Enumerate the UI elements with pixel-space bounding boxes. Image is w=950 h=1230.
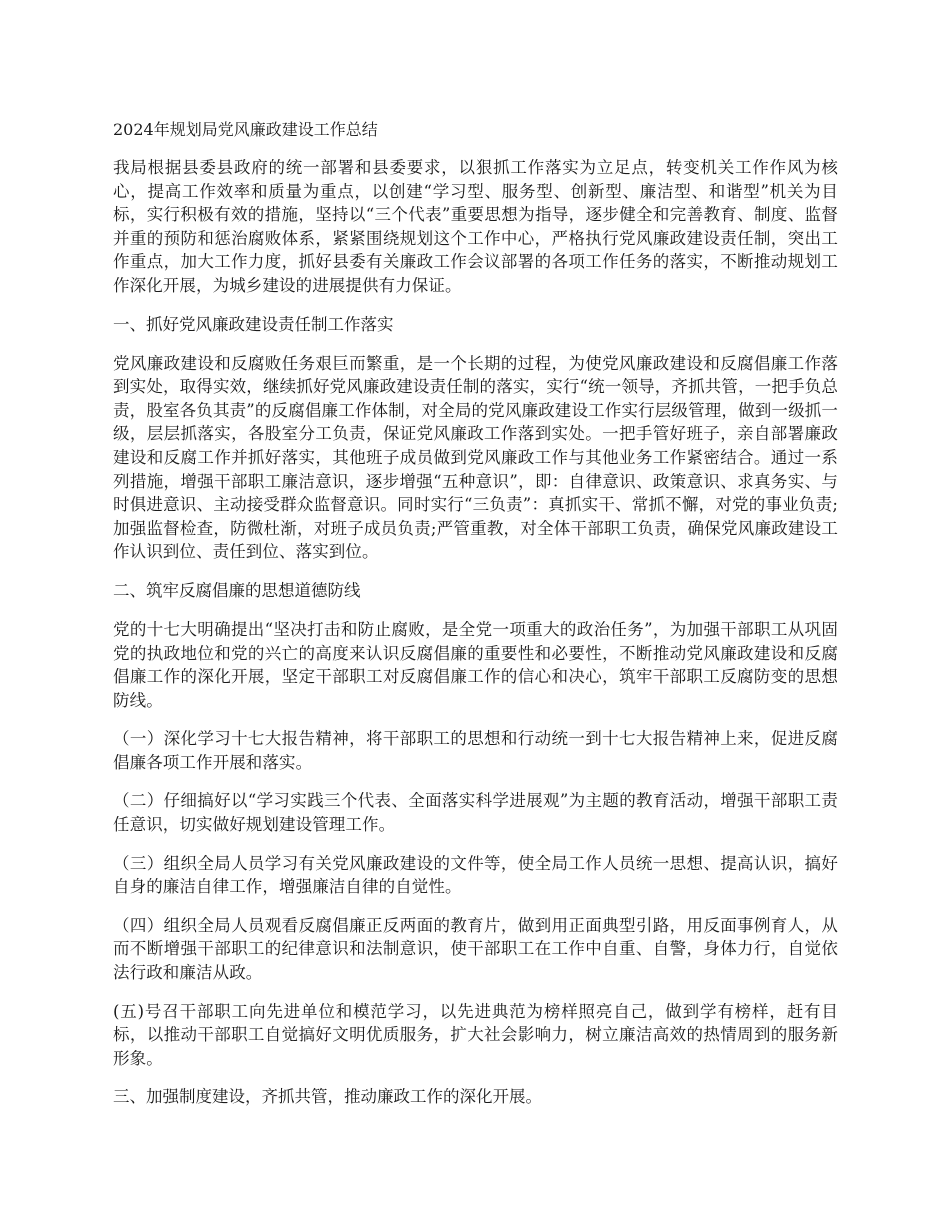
section-1-paragraph: 党风廉政建设和反腐败任务艰巨而繁重，是一个长期的过程，为使党风廉政建设和反腐倡廉工作落到实处，取得实效，继续抓好党风廉政建设责任制的落实，实行“统一领导，齐抓共管，一把手负总责，股室各负其责”的反腐倡廉工作体制，对全局的党风廉政建设工作实行层级管理，做到一级抓一级，层层抓落实，各股室分工负责，保证党风廉政工作落到实处。一把手管好班子，亲自部署廉政建设和反腐工作并抓好落实，其他班子成员做到党风廉政工作与其他业务工作紧密结合。通过一系列措施，增强干部职工廉洁意识，逐步增强“五种意识”，即：自律意识、政策意识、求真务实、与时俱进意识、主动接受群众监督意识。同时实行“三负责”：真抓实干、常抓不懈，对党的事业负责;加强监督检查，防微杜渐，对班子成员负责;严管重教，对全体干部职工负责，确保党风廉政建设工作认识到位、责任到位、落实到位。: [113, 353, 838, 562]
section-2-item-3: （三）组织全局人员学习有关党风廉政建设的文件等，使全局工作人员统一思想、提高认识，搞好自身的廉洁自律工作，增强廉洁自律的自觉性。: [113, 853, 838, 897]
section-2-paragraph: 党的十七大明确提出“坚决打击和防止腐败，是全党一项重大的政治任务”，为加强干部职工从巩固党的执政地位和党的兴亡的高度来认识反腐倡廉的重要性和必要性，不断推动党风廉政建设和反腐倡廉工作的深化开展，坚定干部职工对反腐倡廉工作的信心和决心，筑牢干部职工反腐防变的思想防线。: [113, 619, 838, 710]
section-2-item-5: (五)号召干部职工向先进单位和模范学习，以先进典范为榜样照亮自己，做到学有榜样，赶有目标，以推动干部职工自觉搞好文明优质服务，扩大社会影响力，树立廉洁高效的热情周到的服务新形象。: [113, 1001, 838, 1068]
section-heading-3: 三、加强制度建设，齐抓共管，推动廉政工作的深化开展。: [113, 1087, 542, 1107]
document-page: [113, 118, 838, 1124]
section-2-item-4: （四）组织全局人员观看反腐倡廉正反两面的教育片，做到用正面典型引路，用反面事例育人，从而不断增强干部职工的纪律意识和法制意识，使干部职工在工作中自重、自警，身体力行，自觉依法行政和廉洁从政。: [113, 915, 838, 983]
document-title: 2024年规划局党风廉政建设工作总结: [113, 120, 378, 139]
section-heading-1: 一、抓好党风廉政建设责任制工作落实: [113, 314, 394, 334]
intro-paragraph: 我局根据县委县政府的统一部署和县委要求，以狠抓工作落实为立足点，转变机关工作作风为核心，提高工作效率和质量为重点，以创建“学习型、服务型、创新型、廉洁型、和谐型”机关为目标，实行积极有效的措施，坚持以“三个代表”重要思想为指导，逐步健全和完善教育、制度、监督并重的预防和惩治腐败体系，紧紧围绕规划这个工作中心，严格执行党风廉政建设责任制，突出工作重点，加大工作力度，抓好县委有关廉政工作会议部署的各项工作任务的落实，不断推动规划工作深化开展，为城乡建设的进展提供有力保证。: [113, 158, 838, 295]
section-2-item-2: （二）仔细搞好以“学习实践三个代表、全面落实科学进展观”为主题的教育活动，增强干部职工责任意识，切实做好规划建设管理工作。: [113, 791, 838, 835]
section-2-item-1: （一）深化学习十七大报告精神，将干部职工的思想和行动统一到十七大报告精神上来，促进反腐倡廉各项工作开展和落实。: [113, 729, 838, 772]
section-heading-2: 二、筑牢反腐倡廉的思想道德防线: [113, 580, 361, 600]
